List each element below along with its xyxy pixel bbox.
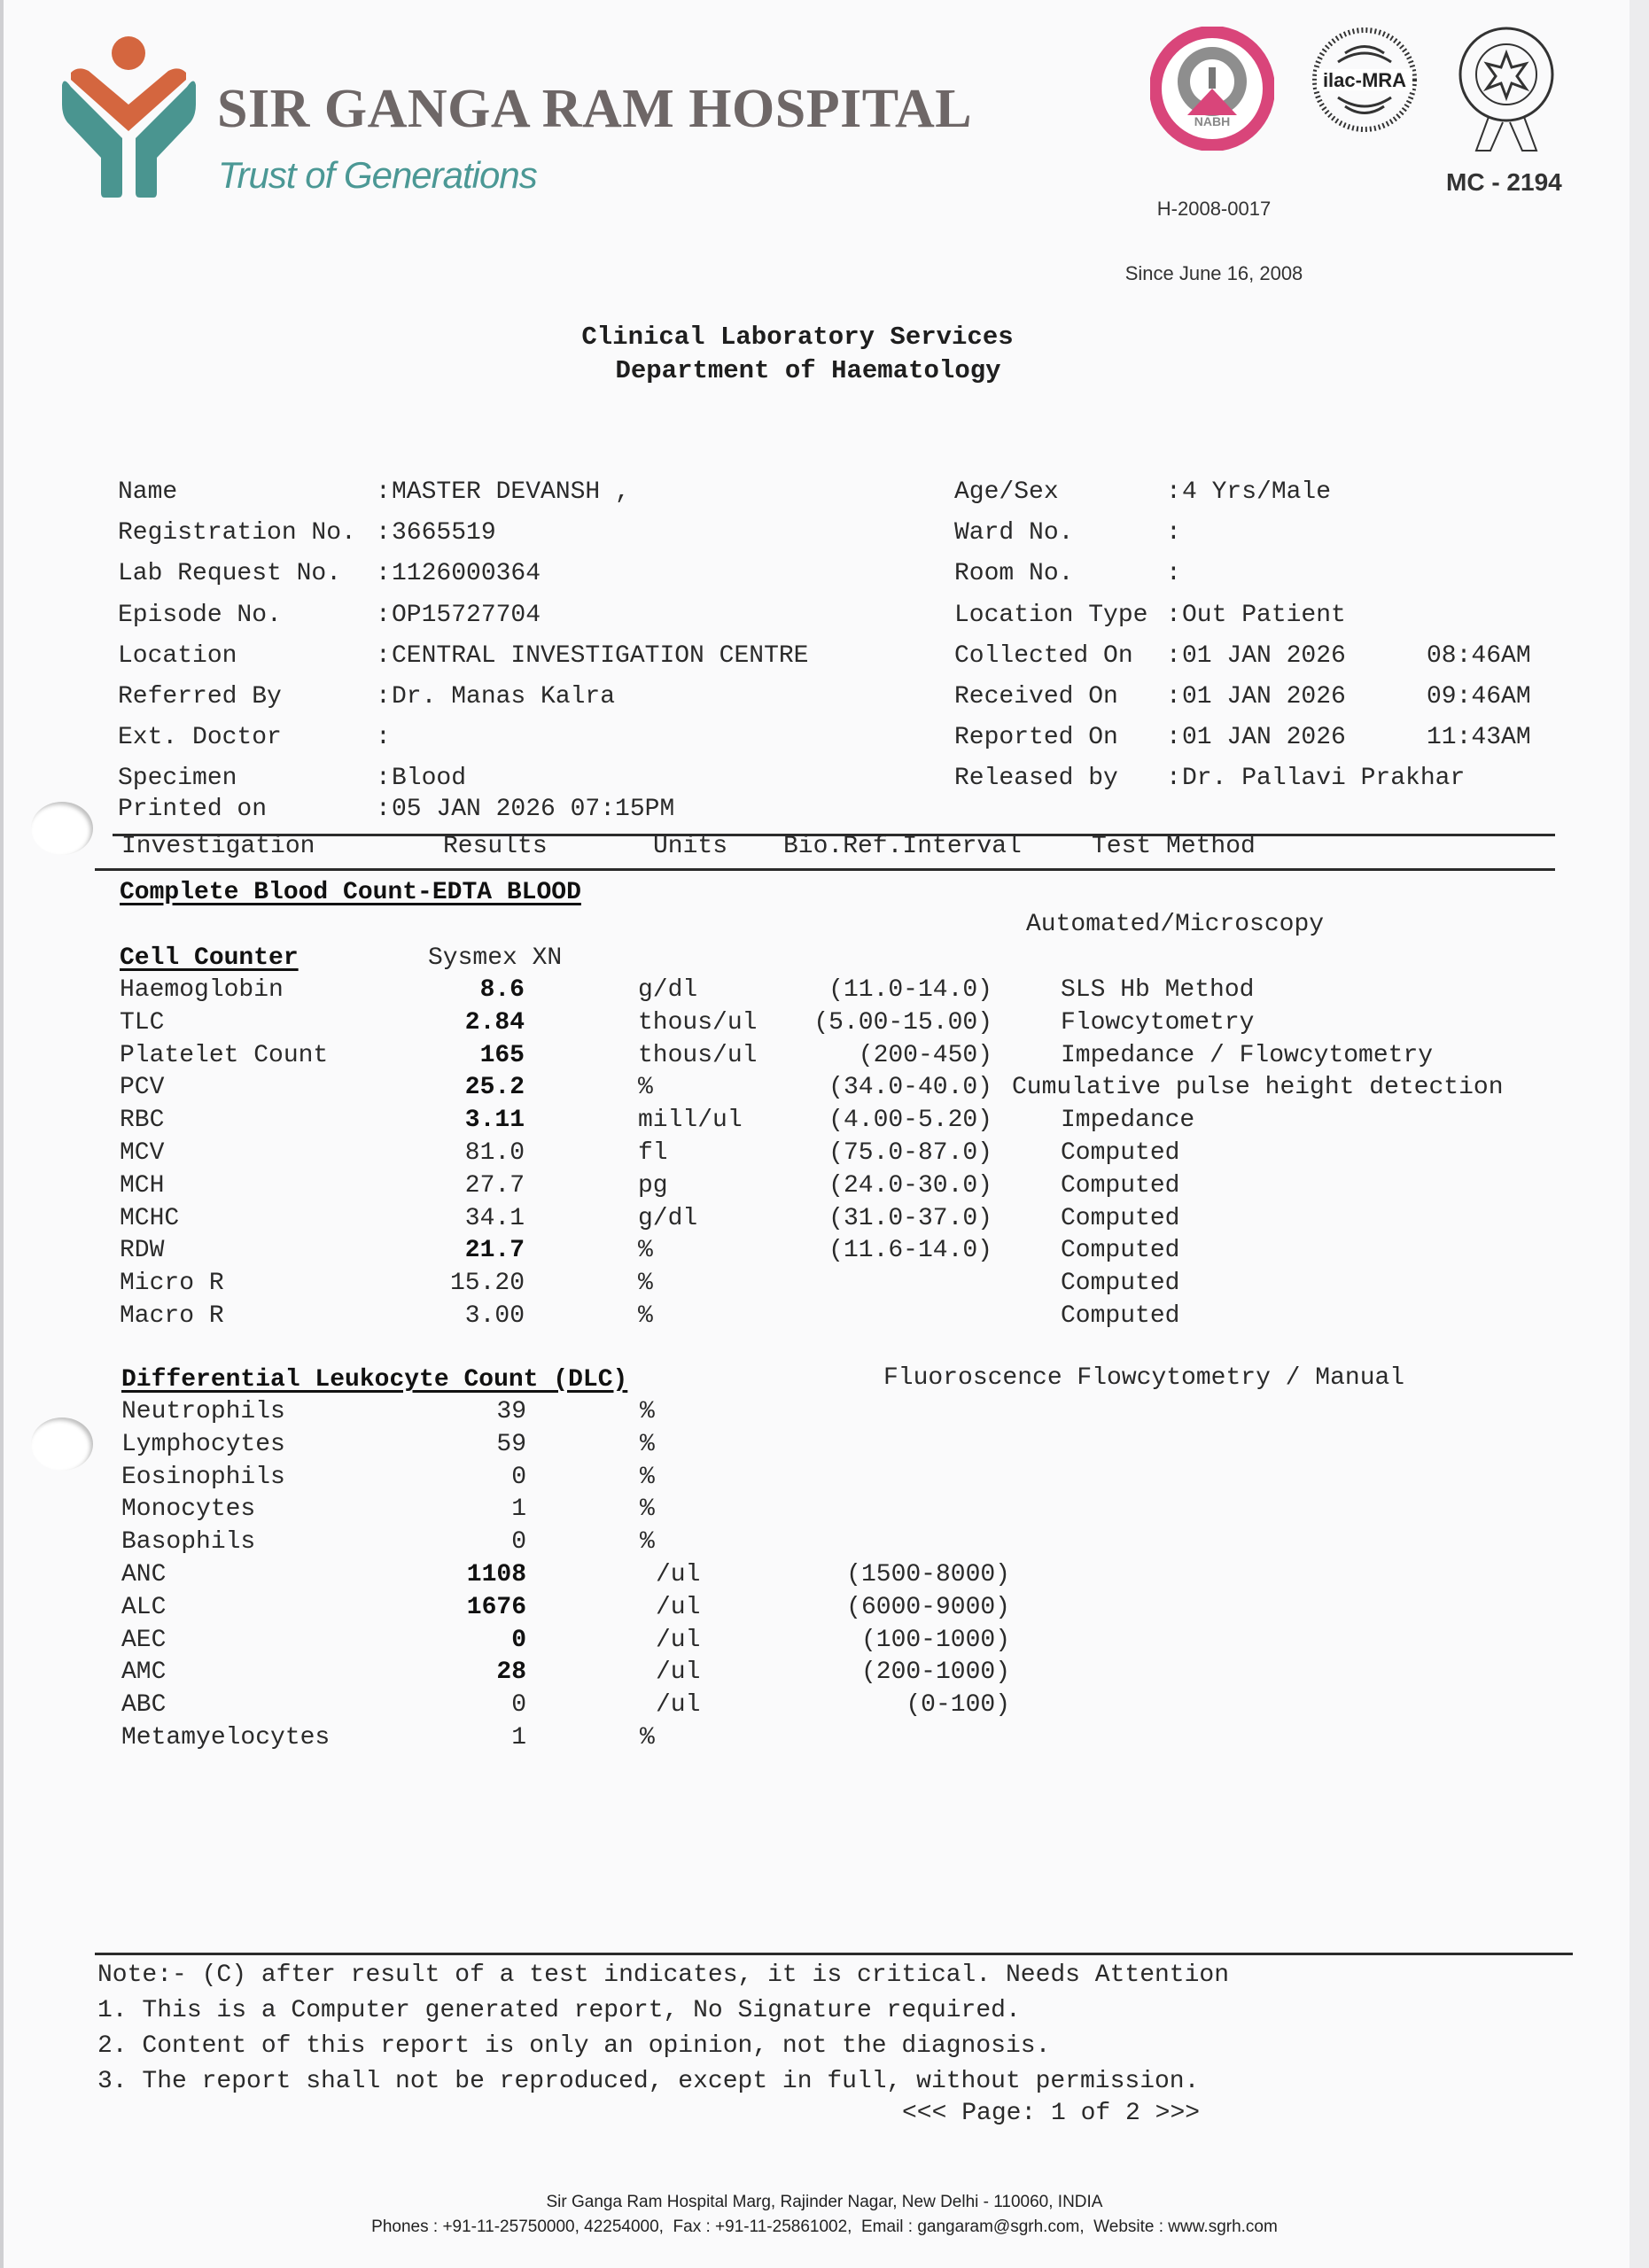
note-item: 3. The report shall not be reproduced, except in full, without permission. [97, 2068, 1200, 2095]
field-label: Age/Sex [954, 478, 1059, 506]
field-separator: : [376, 683, 391, 711]
test-ref-interval: (1500-8000) [846, 1561, 1010, 1588]
field-label: Registration No. [118, 519, 356, 548]
field-separator: : [1166, 641, 1181, 670]
logo-head [112, 36, 145, 70]
test-name: Micro R [120, 1270, 224, 1298]
test-result: 0 [511, 1691, 526, 1720]
field-separator: : [376, 478, 391, 506]
test-result: 1676 [466, 1593, 526, 1621]
cell-counter-label: Cell Counter [120, 944, 299, 972]
test-unit: pg [638, 1171, 668, 1200]
field-separator: : [1166, 765, 1181, 793]
test-unit: % [640, 1724, 655, 1751]
nabh-code [1121, 156, 1307, 328]
test-result: 28 [496, 1658, 526, 1687]
test-name: MCH [120, 1171, 165, 1200]
punch-hole [31, 1418, 93, 1471]
test-name: Haemoglobin [120, 976, 284, 1004]
test-name: ANC [121, 1561, 167, 1588]
test-unit: % [640, 1430, 655, 1458]
report-title: Clinical Laboratory Services [581, 322, 1014, 352]
hospital-logo-icon [60, 34, 198, 198]
test-result: 21.7 [464, 1237, 525, 1265]
field-value: 01 JAN 2026 [1182, 724, 1346, 752]
field-label: Location [118, 641, 237, 670]
test-unit: g/dl [638, 1204, 698, 1232]
test-unit: % [640, 1463, 655, 1491]
col-bio-ref-interval: Bio.Ref.Interval [783, 833, 1022, 860]
page-indicator: <<< Page: 1 of 2 >>> [902, 2100, 1201, 2127]
test-unit: fl [638, 1139, 668, 1167]
field-label: Reported On [954, 724, 1118, 752]
test-unit: % [638, 1270, 653, 1298]
test-result: 59 [496, 1430, 526, 1458]
test-unit: % [638, 1237, 653, 1265]
test-name: ABC [121, 1691, 167, 1720]
dlc-method-note: Fluoroscence Flowcytometry / Manual [883, 1364, 1405, 1392]
test-result: 3.11 [464, 1107, 525, 1135]
field-label: Received On [954, 683, 1118, 711]
field-value: MASTER DEVANSH , [392, 478, 630, 506]
field-separator: : [376, 519, 391, 548]
field-label: Ward No. [954, 519, 1074, 548]
field-time: 11:43AM [1427, 724, 1531, 752]
hospital-tagline: Trust of Generations [218, 154, 537, 196]
test-name: ALC [121, 1593, 167, 1621]
test-name: PCV [120, 1074, 165, 1102]
test-method: Computed [1061, 1237, 1180, 1265]
field-separator: : [1166, 519, 1181, 548]
test-result: 165 [479, 1041, 525, 1069]
footer-contact: Phones : +91-11-25750000, 42254000, Fax : +91-11-25861002, Email : gangaram@sgrh.com, Website : www.sgrh.com [371, 2218, 1278, 2236]
test-name: RDW [120, 1237, 165, 1265]
nabh-number: H-2008-0017 [1156, 198, 1272, 221]
field-label: Referred By [118, 683, 282, 711]
test-name: Basophils [121, 1528, 256, 1557]
test-result: 0 [511, 1528, 526, 1557]
test-unit: /ul [656, 1691, 701, 1720]
field-separator: : [376, 641, 391, 670]
field-value: 4 Yrs/Male [1182, 478, 1332, 506]
test-name: MCV [120, 1139, 165, 1167]
test-name: TLC [120, 1008, 165, 1037]
test-name: Macro R [120, 1302, 224, 1330]
field-value: OP15727704 [392, 601, 541, 629]
test-ref-interval: (31.0-37.0) [828, 1204, 992, 1232]
test-unit: /ul [656, 1658, 701, 1687]
punch-hole [31, 802, 93, 855]
test-unit: % [638, 1074, 653, 1102]
test-unit: mill/ul [638, 1107, 743, 1135]
test-unit: % [640, 1495, 655, 1524]
cbc-section-title: Complete Blood Count-EDTA BLOOD [120, 879, 581, 906]
test-result: 15.20 [449, 1270, 525, 1298]
field-label: Released by [954, 765, 1118, 793]
test-ref-interval: (0-100) [906, 1691, 1010, 1720]
field-value: 01 JAN 2026 [1182, 683, 1346, 711]
test-name: Lymphocytes [121, 1430, 285, 1458]
col-test-method: Test Method [1092, 833, 1256, 860]
field-separator: : [376, 796, 391, 823]
test-result: 0 [511, 1626, 526, 1654]
col-units: Units [653, 833, 728, 860]
test-name: Neutrophils [121, 1398, 285, 1425]
header-bottom-rule [95, 868, 1555, 871]
field-value: CENTRAL INVESTIGATION CENTRE [392, 641, 809, 670]
field-separator: : [1166, 560, 1181, 588]
test-result: 27.7 [464, 1171, 525, 1200]
test-method: Cumulative pulse height detection [1012, 1074, 1504, 1102]
test-method: Computed [1061, 1270, 1180, 1298]
nabl-seal-icon [1453, 25, 1560, 156]
field-label: Episode No. [118, 601, 282, 629]
notes-rule [95, 1953, 1573, 1955]
instrument-label: Sysmex XN [428, 944, 563, 972]
nabh-seal-icon [1150, 27, 1274, 151]
footer-address: Sir Ganga Ram Hospital Marg, Rajinder Nagar, New Delhi - 110060, INDIA [546, 2193, 1103, 2211]
field-value: Dr. Manas Kalra [392, 683, 616, 711]
test-ref-interval: (24.0-30.0) [828, 1171, 992, 1200]
field-label: Ext. Doctor [118, 724, 282, 752]
critical-note: Note:- (C) after result of a test indicates, it is critical. Needs Attention [97, 1961, 1230, 1989]
test-name: AMC [121, 1658, 167, 1687]
test-result: 3.00 [464, 1302, 525, 1330]
field-label: Lab Request No. [118, 560, 342, 588]
test-name: RBC [120, 1107, 165, 1135]
test-unit: /ul [656, 1593, 701, 1621]
test-ref-interval: (5.00-15.00) [813, 1008, 992, 1037]
field-time: 08:46AM [1427, 641, 1531, 670]
test-method: Computed [1061, 1139, 1180, 1167]
col-investigation: Investigation [121, 833, 315, 860]
test-unit: % [640, 1528, 655, 1557]
nabh-since: Since June 16, 2008 [1124, 261, 1303, 284]
field-separator: : [1166, 601, 1181, 629]
test-result: 81.0 [464, 1139, 525, 1167]
test-name: AEC [121, 1626, 167, 1654]
test-unit: thous/ul [638, 1041, 758, 1069]
note-item: 1. This is a Computer generated report, No Signature required. [97, 1997, 1021, 2024]
svg-text:ilac-MRA: ilac-MRA [1322, 69, 1407, 91]
test-result: 25.2 [464, 1074, 525, 1102]
test-result: 0 [511, 1463, 526, 1491]
field-value: 05 JAN 2026 07:15PM [392, 796, 675, 823]
field-time: 09:46AM [1427, 683, 1531, 711]
hospital-name: SIR GANGA RAM HOSPITAL [217, 79, 973, 139]
field-separator: : [376, 765, 391, 793]
test-unit: /ul [656, 1626, 701, 1654]
col-results: Results [443, 833, 548, 860]
test-unit: % [640, 1398, 655, 1425]
field-value: 1126000364 [392, 560, 541, 588]
field-value: Out Patient [1182, 601, 1346, 629]
test-result: 1 [511, 1724, 526, 1751]
test-method: SLS Hb Method [1061, 976, 1255, 1004]
test-ref-interval: (100-1000) [860, 1626, 1010, 1654]
field-value: 01 JAN 2026 [1182, 641, 1346, 670]
field-separator: : [1166, 478, 1181, 506]
field-separator: : [1166, 683, 1181, 711]
field-separator: : [1166, 724, 1181, 752]
test-result: 39 [496, 1398, 526, 1425]
test-method: Impedance / Flowcytometry [1061, 1041, 1434, 1069]
test-name: Eosinophils [121, 1463, 285, 1491]
field-value: 3665519 [392, 519, 496, 548]
field-label: Printed on [118, 796, 268, 823]
test-ref-interval: (4.00-5.20) [828, 1107, 992, 1135]
test-method: Impedance [1061, 1107, 1195, 1135]
test-name: MCHC [120, 1204, 180, 1232]
test-ref-interval: (75.0-87.0) [828, 1139, 992, 1167]
field-value: Dr. Pallavi Prakhar [1182, 765, 1466, 793]
test-name: Monocytes [121, 1495, 256, 1524]
test-result: 1 [511, 1495, 526, 1524]
test-result: 2.84 [464, 1008, 525, 1037]
test-result: 1108 [466, 1561, 526, 1588]
field-separator: : [376, 601, 391, 629]
test-method: Computed [1061, 1302, 1180, 1330]
test-name: Platelet Count [120, 1041, 329, 1069]
field-separator: : [376, 724, 391, 752]
nabl-code: MC - 2194 [1446, 168, 1562, 196]
test-ref-interval: (11.0-14.0) [828, 976, 992, 1004]
test-result: 8.6 [479, 976, 525, 1004]
test-ref-interval: (11.6-14.0) [828, 1237, 992, 1265]
cbc-method-note: Automated/Microscopy [1026, 911, 1325, 938]
field-separator: : [376, 560, 391, 588]
field-label: Collected On [954, 641, 1133, 670]
field-label: Location Type [954, 601, 1148, 629]
svg-text:NABH: NABH [1194, 114, 1231, 128]
test-unit: g/dl [638, 976, 698, 1004]
test-method: Flowcytometry [1061, 1008, 1255, 1037]
test-result: 34.1 [464, 1204, 525, 1232]
field-value: Blood [392, 765, 467, 793]
test-method: Computed [1061, 1204, 1180, 1232]
report-department: Department of Haematology [615, 356, 1001, 385]
test-unit: /ul [656, 1561, 701, 1588]
ilac-mra-seal-icon [1311, 27, 1418, 133]
field-label: Room No. [954, 560, 1074, 588]
scan-edge-right [1630, 0, 1649, 2268]
note-item: 2. Content of this report is only an opinion, not the diagnosis. [97, 2032, 1051, 2060]
test-ref-interval: (34.0-40.0) [828, 1074, 992, 1102]
test-ref-interval: (200-450) [858, 1041, 992, 1069]
field-label: Specimen [118, 765, 237, 793]
test-method: Computed [1061, 1171, 1180, 1200]
test-ref-interval: (200-1000) [860, 1658, 1010, 1687]
test-unit: thous/ul [638, 1008, 758, 1037]
test-name: Metamyelocytes [121, 1724, 331, 1751]
dlc-section-title: Differential Leukocyte Count (DLC) [121, 1366, 628, 1394]
test-ref-interval: (6000-9000) [846, 1593, 1010, 1621]
test-unit: % [638, 1302, 653, 1330]
field-label: Name [118, 478, 178, 506]
